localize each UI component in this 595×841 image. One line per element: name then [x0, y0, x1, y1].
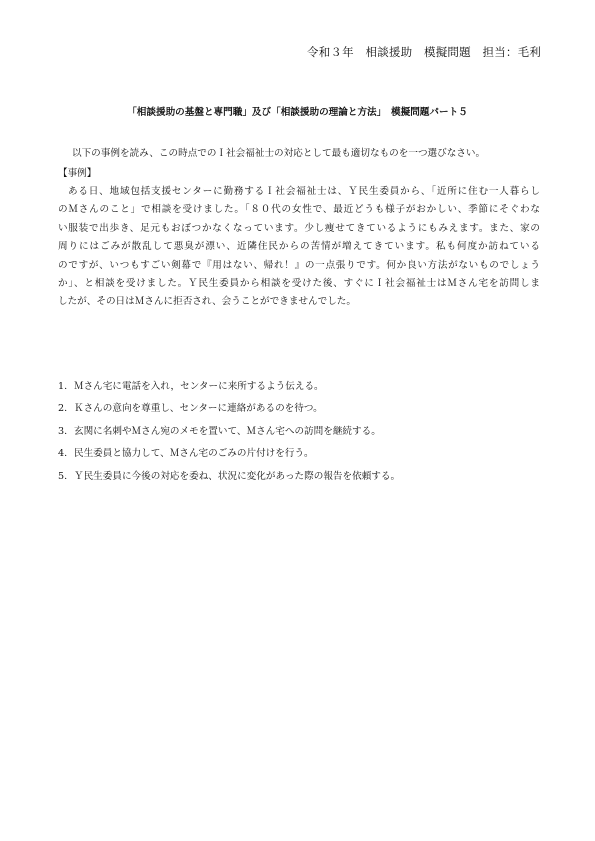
option-number: 1.: [58, 381, 68, 392]
option-number: 2.: [58, 403, 68, 415]
answer-option-1: [58, 376, 540, 398]
option-number: 4.: [58, 448, 68, 460]
option-text: 玄関に名刺やＭさん宛のメモを置いて、Ｍさん宅への訪問を継続する。: [74, 425, 381, 437]
case-line: か」、と相談を受けました。Ｙ民生委員から相談を受けた後、すぐにＩ社会福祉士はＭさん宅を訪問しま: [58, 277, 540, 289]
answer-options: [58, 376, 540, 488]
answer-option-3: [58, 421, 540, 443]
answer-option-5: [58, 466, 540, 488]
case-label: 【事例】: [58, 168, 97, 179]
case-line: 周りにはごみが散乱して悪臭が漂い、近隣住民からの苦情が増えてきています。私も何度か訪ねている: [58, 241, 540, 253]
case-line: のＭさんのこと」で相談を受けました。「８０代の女性で、最近どうも様子がおかしい、季節にそぐわな: [58, 204, 540, 216]
case-line: ある日、地域包括支援センターに勤務するＩ社会福祉士は、Ｙ民生委員から、「近所に住む一人暮らし: [68, 186, 540, 197]
option-text: Ｍさん宅に電話を入れ，センターに来所するよう伝える。: [74, 381, 324, 392]
option-text: Ｋさんの意向を尊重し、センターに連絡があるのを待つ。: [74, 403, 323, 415]
question-instruction: 以下の事例を読み、この時点でのＩ社会福祉士の対応として最も適切なものを一つ選びなさい。: [72, 148, 486, 159]
option-text: Ｙ民生委員に今後の対応を委ね、状況に変化があった際の報告を依頼する。: [74, 470, 401, 482]
case-body: [58, 183, 540, 312]
answer-option-2: [58, 398, 540, 420]
case-line: のですが、いつもすごい剣幕で『用はない、帰れ！』の一点張りです。何か良い方法がないものでしょう: [58, 259, 540, 271]
page-header: 令和３年 相談援助 模擬問題 担当：毛利: [307, 45, 541, 59]
document-title: 「相談援助の基盤と専門職」及び「相談援助の理論と方法」 模擬問題パート５: [127, 107, 468, 118]
option-number: 5.: [58, 470, 68, 482]
option-number: 3.: [58, 425, 68, 437]
case-line: い服装で出歩き、足元もおぼつかなくなっています。少し痩せてきているようにもみえます。また、家の: [58, 222, 540, 234]
case-line: したが、その日はＭさんに拒否され、会うことができませんでした。: [58, 296, 356, 308]
answer-option-4: [58, 443, 540, 465]
option-text: 民生委員と協力して、Ｍさん宅のごみの片付けを行う。: [74, 448, 314, 460]
